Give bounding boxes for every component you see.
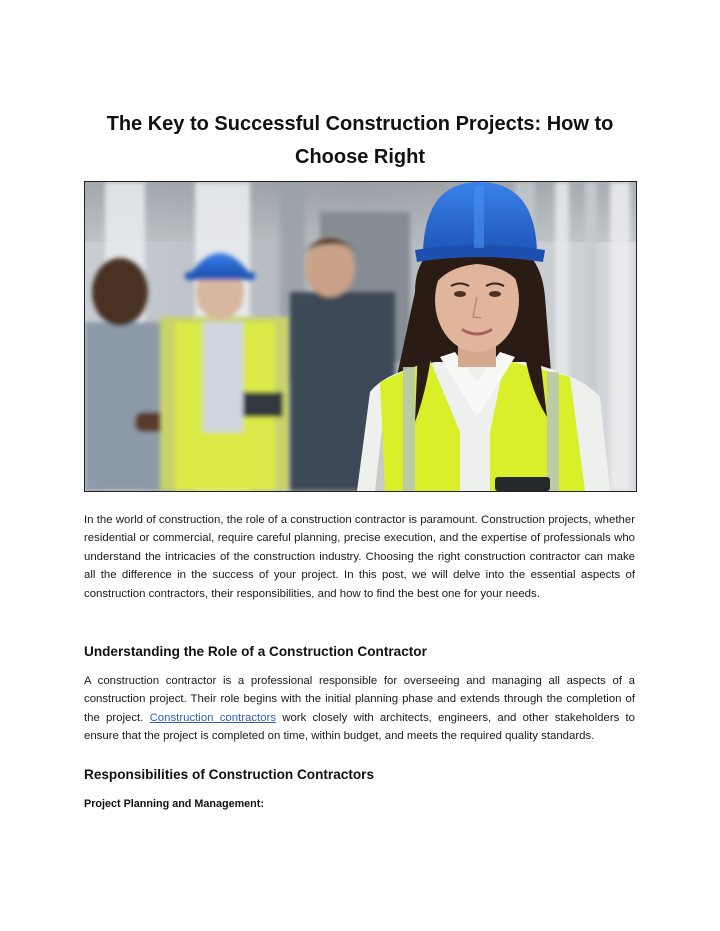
hero-image <box>84 181 637 492</box>
construction-contractors-link[interactable]: Construction contractors <box>149 711 277 724</box>
section-role-text-after: work closely with architects, engineers, and other stakeholders to ensure that the project is completed on time, within budget, and meets the required quality standards. <box>84 711 635 743</box>
section-heading-responsibilities: Responsibilities of Construction Contractors <box>84 767 375 782</box>
document-title: The Key to Successful Construction Projects: How to Choose Right <box>106 113 614 168</box>
construction-team-photo-icon <box>85 182 636 491</box>
section-heading-role: Understanding the Role of a Construction Contractor <box>84 644 427 659</box>
section-role-paragraph <box>84 672 635 746</box>
section-role-text-before: A construction contractor is a professional responsible for overseeing and managing all aspects of a construction project. Their role begins with the initial planning phase and extends through the completion of the project. <box>84 675 635 724</box>
subheading-project-planning: Project Planning and Management: <box>84 798 264 810</box>
intro-paragraph: In the world of construction, the role of a construction contractor is paramount. Construction projects, whether residential or commercial, require careful planning, precise execution, and the expertise of professionals who understand the intricacies of the construction industry. Choosing the right construction contractor can make all the difference in the success of your project. In this post, we will delve into the essential aspects of construction contractors, their responsibilities, and how to find the best one for your needs. <box>84 514 635 600</box>
